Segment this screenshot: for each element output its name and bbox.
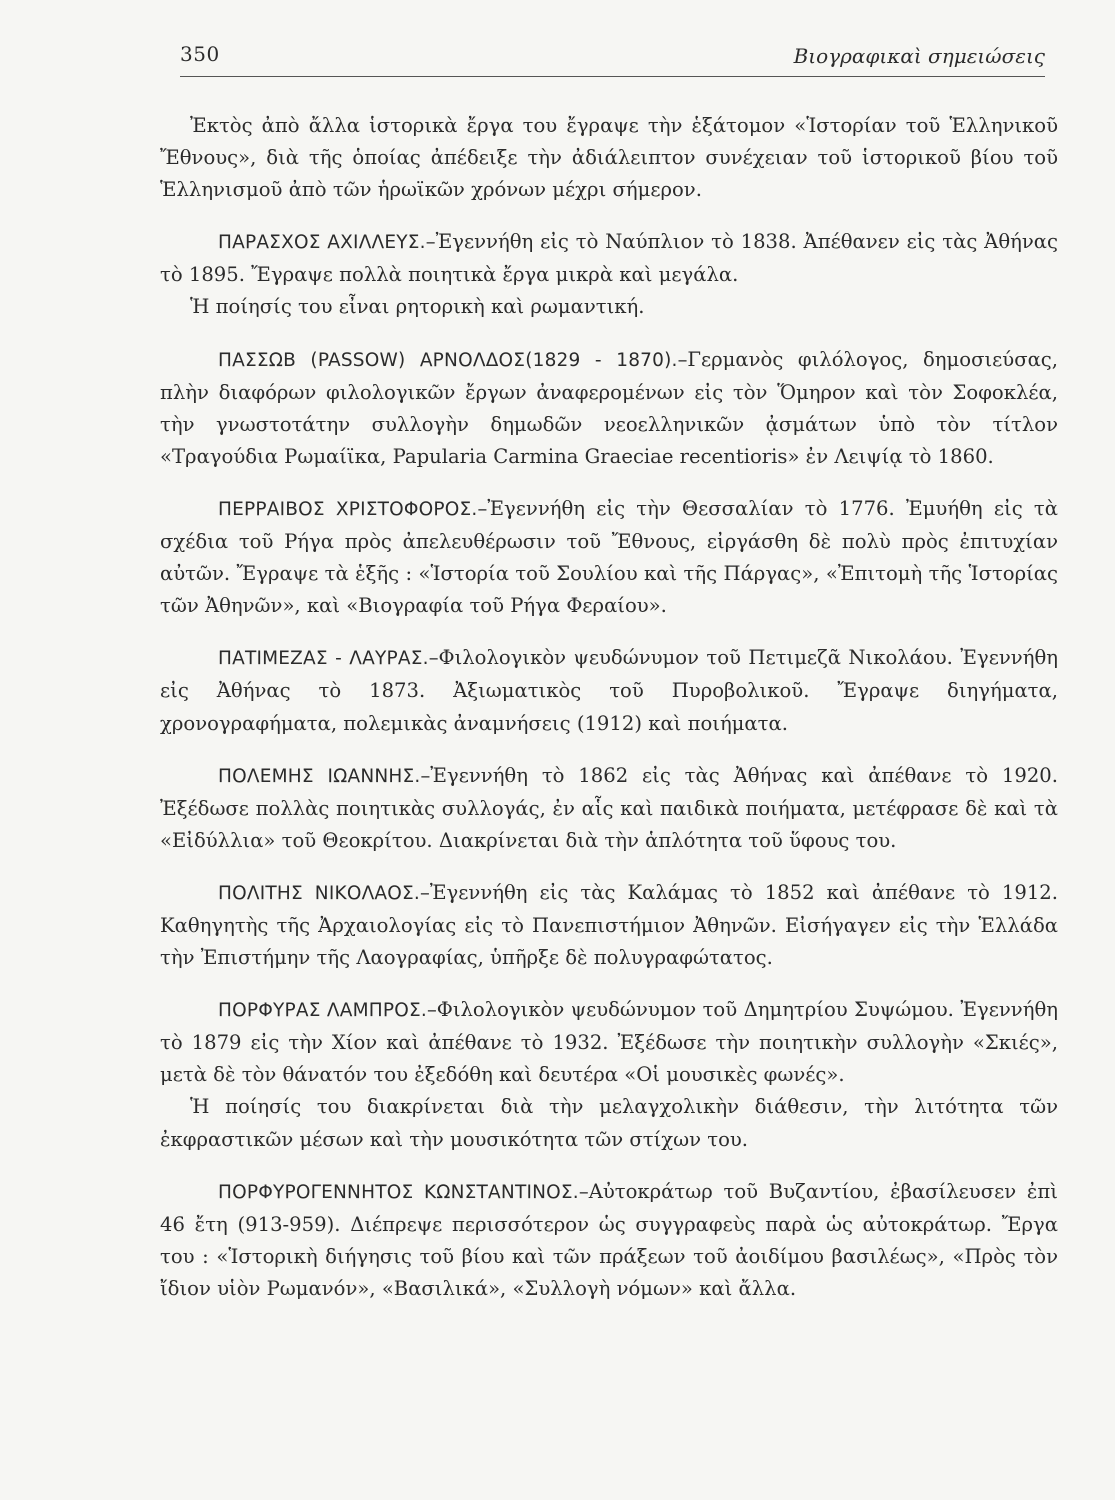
entry-name: ΠΑΣΣΩΒ (PASSOW) ΑΡΝΟΛΔΟΣ(1829 - 1870). — [218, 349, 678, 371]
entry-text: –Ἐγεννήθη εἰς τὸ Ναύπλιον τὸ 1838. Ἀπέθανεν εἰς τὰς Ἀθήνας τὸ 1895. Ἔγραψε πολλὰ ποιητικὰ ἔργα μικρὰ καὶ μεγάλα. — [160, 230, 1058, 287]
entry-perraivos — [160, 493, 1058, 622]
entry-paragraph — [160, 994, 1058, 1091]
entry-text: –Ἐγεννήθη εἰς τὰς Καλάμας τὸ 1852 καὶ ἀπέθανε τὸ 1912. Καθηγητὴς τῆς Ἀρχαιολογίας εἰς τὸ Πανεπιστήμιον Ἀθηνῶν. Εἰσήγαγεν εἰς τὴν Ἑλλάδα τὴν Ἐπιστήμην τῆς Λαογραφίας, ὑπῆρξε δὲ πολυγραφώτατος. — [160, 880, 1059, 970]
entry-paragraph — [160, 642, 1058, 739]
entry-name: ΠΑΤΙΜΕΖΑΣ - ΛΑΥΡΑΣ. — [218, 648, 429, 670]
running-head: Βιογραφικαὶ σημειώσεις — [793, 44, 1045, 68]
entry-name: ΠΑΡΑΣΧΟΣ ΑΧΙΛΛΕΥΣ. — [218, 232, 426, 254]
entry-porfyras — [160, 994, 1058, 1155]
entry-paragraph — [160, 760, 1058, 857]
entry-extra-paragraph: Ἡ ποίησίς του εἶναι ρητορικὴ καὶ ρωμαντική. — [190, 295, 645, 319]
intro-paragraph: Ἐκτὸς ἀπὸ ἄλλα ἱστορικὰ ἔργα του ἔγραψε τὴν ἑξάτομον «Ἱστορίαν τοῦ Ἑλληνικοῦ Ἔθνους», διὰ τῆς ὁποίας ἀπέδειξε τὴν ἀδιάλειπτον συνέχειαν τοῦ ἱστορικοῦ βίου τοῦ Ἑλληνισμοῦ ἀπὸ τῶν ἡρωϊκῶν χρόνων μέχρι σήμερον. — [160, 114, 1058, 202]
header-divider — [180, 76, 1045, 77]
entry-passow — [160, 344, 1058, 473]
entry-paragraph — [160, 493, 1058, 622]
entry-text: –Ἐγεννήθη εἰς τὴν Θεσσαλίαν τὸ 1776. Ἐμυήθη εἰς τὰ σχέδια τοῦ Ρήγα πρὸς ἀπελευθέρωσιν τοῦ Ἔθνους, εἰργάσθη δὲ πολὺ πρὸς ἐπιτυχίαν αὐτῶν. Ἔγραψε τὰ ἑξῆς : «Ἱστορία τοῦ Σουλίου καὶ τῆς Πάργας», «Ἐπιτομὴ τῆς Ἱστορίας τῶν Ἀθηνῶν», καὶ «Βιογραφία τοῦ Ρήγα Φεραίου». — [160, 496, 1058, 618]
page-number: 350 — [180, 42, 220, 66]
entry-name: ΠΕΡΡΑΙΒΟΣ ΧΡΙΣΤΟΦΟΡΟΣ. — [218, 498, 478, 520]
entry-extra-paragraph: Ἡ ποίησίς του διακρίνεται διὰ τὴν μελαγχολικὴν διάθεσιν, τὴν λιτότητα τῶν ἐκφραστικῶν μέσων καὶ τὴν μουσικότητα τῶν στίχων του. — [160, 1095, 1058, 1151]
entry-paragraph — [160, 226, 1058, 291]
entry-polemis — [160, 760, 1058, 857]
entry-name: ΠΟΛΙΤΗΣ ΝΙΚΟΛΑΟΣ. — [218, 882, 421, 904]
entry-parasxos — [160, 226, 1058, 323]
entry-text: –Αὐτοκράτωρ τοῦ Βυζαντίου, ἐβασίλευσεν ἐπὶ 46 ἔτη (913-959). Διέπρεψε περισσότερον ὡς συγγραφεὺς παρὰ ὡς αὐτοκράτωρ. Ἔργα του : «Ἱστορικὴ διήγησις τοῦ βίου καὶ τῶν πράξεων τοῦ ἀοιδίμου βασιλέως», «Πρὸς τὸν ἴδιον υἱὸν Ρωμανόν», «Βασιλικά», «Συλλογὴ νόμων» καὶ ἄλλα. — [160, 1179, 1058, 1300]
entry-text: –Ἐγεννήθη τὸ 1862 εἰς τὰς Ἀθήνας καὶ ἀπέθανε τὸ 1920. Ἐξέδωσε πολλὰς ποιητικὰς συλλογάς, ἐν αἷς καὶ παιδικὰ ποιήματα, μετέφρασε δὲ καὶ τὰ «Εἰδύλλια» τοῦ Θεοκρίτου. Διακρίνεται διὰ τὴν ἁπλότητα τοῦ ὕφους του. — [160, 763, 1058, 852]
entry-patimezas — [160, 642, 1058, 739]
page-header — [180, 36, 1045, 76]
page-body — [160, 110, 1058, 1325]
entry-paragraph — [160, 344, 1058, 473]
entry-text: –Φιλολογικὸν ψευδώνυμον τοῦ Δημητρίου Συψώμου. Ἐγεννήθη τὸ 1879 εἰς τὴν Χίον καὶ ἀπέθανε τὸ 1932. Ἐξέδωσε τὴν ποιητικὴν συλλογὴν «Σκιές», μετὰ δὲ τὸν θάνατόν του ἐξεδόθη καὶ δευτέρα «Οἱ μουσικὲς φωνές». — [160, 998, 1058, 1087]
entry-text: –Γερμανὸς φιλόλογος, δημοσιεύσας, πλὴν διαφόρων φιλολογικῶν ἔργων ἀναφερομένων εἰς τὸν Ὅμηρον καὶ τὸν Σοφοκλέα, τὴν γνωστοτάτην συλλογὴν δημωδῶν νεοελληνικῶν ᾀσμάτων ὑπὸ τὸν τίτλον «Τραγούδια Ρωμαίϊκα, Papularia Carmina Graeciae recentioris» ἐν Λειψίᾳ τὸ 1860. — [160, 347, 1058, 468]
entry-name: ΠΟΛΕΜΗΣ ΙΩΑΝΝΗΣ. — [218, 765, 421, 787]
entry-porfyrogennitos — [160, 1176, 1058, 1305]
entry-politis — [160, 877, 1058, 974]
entry-text: –Φιλολογικὸν ψευδώνυμον τοῦ Πετιμεζᾶ Νικολάου. Ἐγεννήθη εἰς Ἀθήνας τὸ 1873. Ἀξιωματικὸς τοῦ Πυροβολικοῦ. Ἔγραψε διηγήματα, χρονογραφήματα, πολεμικὰς ἀναμνήσεις (1912) καὶ ποιήματα. — [160, 646, 1058, 735]
entry-paragraph — [160, 877, 1058, 974]
entry-name: ΠΟΡΦΥΡΑΣ ΛΑΜΠΡΟΣ. — [218, 1000, 427, 1022]
entry-name: ΠΟΡΦΥΡΟΓΕΝΝΗΤΟΣ ΚΩΝΣΤΑΝΤΙΝΟΣ. — [218, 1181, 579, 1203]
entry-paragraph — [160, 1176, 1058, 1305]
